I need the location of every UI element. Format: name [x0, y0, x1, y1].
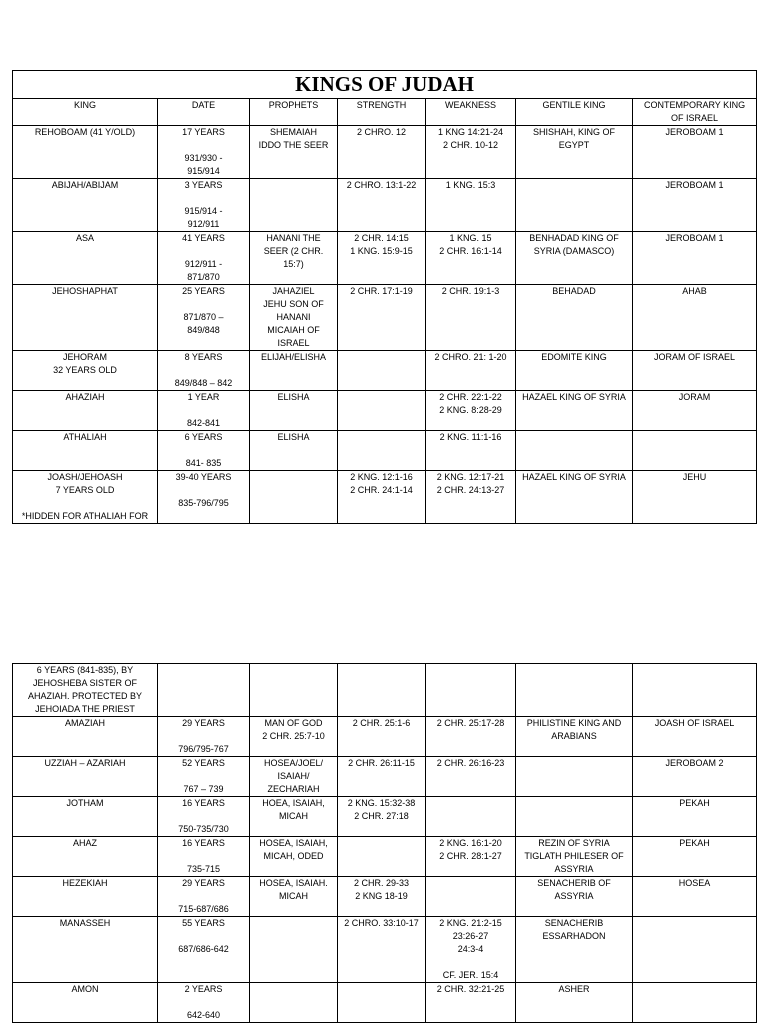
israel-king-cell: JEROBOAM 2: [633, 757, 757, 797]
table-row: [13, 285, 757, 351]
table-row: [13, 717, 757, 757]
date-cell: 52 YEARS 767 – 739: [158, 757, 250, 797]
israel-king-cell: JORAM: [633, 391, 757, 431]
prophets-cell: ELISHA: [250, 391, 338, 431]
strength-cell: [338, 837, 426, 877]
king-cell: JOASH/JEHOASH 7 YEARS OLD *HIDDEN FOR ATHALIAH FOR: [13, 471, 158, 524]
king-cell: REHOBOAM (41 Y/OLD): [13, 126, 158, 179]
weakness-cell: 1 KNG. 15:3: [426, 179, 516, 232]
header-row: [13, 99, 757, 126]
weakness-cell: 2 CHR. 32:21-25: [426, 983, 516, 1023]
prophets-cell: HOSEA/JOEL/ ISAIAH/ ZECHARIAH: [250, 757, 338, 797]
weakness-cell: 1 KNG. 15 2 CHR. 16:1-14: [426, 232, 516, 285]
israel-king-cell: JOASH OF ISRAEL: [633, 717, 757, 757]
date-cell: 29 YEARS 796/795-767: [158, 717, 250, 757]
header-gentile-king: GENTILE KING: [516, 99, 633, 126]
prophets-cell: HOSEA, ISAIAH, MICAH, ODED: [250, 837, 338, 877]
table-row: [13, 917, 757, 983]
israel-king-cell: JEROBOAM 1: [633, 232, 757, 285]
weakness-cell: 2 KNG. 12:17-21 2 CHR. 24:13-27: [426, 471, 516, 524]
strength-cell: [338, 391, 426, 431]
date-cell: 1 YEAR 842-841: [158, 391, 250, 431]
prophets-cell: [250, 471, 338, 524]
israel-king-cell: JEROBOAM 1: [633, 126, 757, 179]
table-row: [13, 391, 757, 431]
gentile-king-cell: BEHADAD: [516, 285, 633, 351]
israel-king-cell: [633, 917, 757, 983]
strength-cell: 2 CHRO. 33:10-17: [338, 917, 426, 983]
gentile-king-cell: REZIN OF SYRIA TIGLATH PHILESER OF ASSYRIA: [516, 837, 633, 877]
weakness-cell: 2 CHRO. 21: 1-20: [426, 351, 516, 391]
continuation-note: 6 YEARS (841-835), BY JEHOSHEBA SISTER OF AHAZIAH. PROTECTED BY JEHOIADA THE PRIEST: [13, 664, 158, 717]
date-cell: 55 YEARS 687/686-642: [158, 917, 250, 983]
israel-king-cell: AHAB: [633, 285, 757, 351]
strength-cell: 2 CHR. 25:1-6: [338, 717, 426, 757]
header-strength: STRENGTH: [338, 99, 426, 126]
gentile-king-cell: [516, 757, 633, 797]
weakness-cell: 2 KNG. 21:2-15 23:26-27 24:3-4 CF. JER. 15:4: [426, 917, 516, 983]
prophets-cell: JAHAZIEL JEHU SON OF HANANI MICAIAH OF ISRAEL: [250, 285, 338, 351]
israel-king-cell: HOSEA: [633, 877, 757, 917]
table-row: [13, 837, 757, 877]
strength-cell: 2 KNG. 12:1-16 2 CHR. 24:1-14: [338, 471, 426, 524]
table-row: [13, 232, 757, 285]
date-cell: 29 YEARS 715-687/686: [158, 877, 250, 917]
israel-king-cell: JEROBOAM 1: [633, 179, 757, 232]
prophets-cell: MAN OF GOD 2 CHR. 25:7-10: [250, 717, 338, 757]
king-cell: JOTHAM: [13, 797, 158, 837]
weakness-cell: 1 KNG 14:21-24 2 CHR. 10-12: [426, 126, 516, 179]
gentile-king-cell: SENACHERIB ESSARHADON: [516, 917, 633, 983]
date-cell: 41 YEARS 912/911 - 871/870: [158, 232, 250, 285]
strength-cell: [338, 351, 426, 391]
date-cell: 2 YEARS 642-640: [158, 983, 250, 1023]
israel-king-cell: PEKAH: [633, 797, 757, 837]
weakness-cell: 2 KNG. 11:1-16: [426, 431, 516, 471]
strength-cell: 2 CHRO. 13:1-22: [338, 179, 426, 232]
weakness-cell: 2 KNG. 16:1-20 2 CHR. 28:1-27: [426, 837, 516, 877]
weakness-cell: [426, 877, 516, 917]
prophets-cell: [250, 983, 338, 1023]
page-title: KINGS OF JUDAH: [13, 71, 757, 99]
table-row: [13, 126, 757, 179]
date-cell: 3 YEARS 915/914 - 912/911: [158, 179, 250, 232]
king-cell: AMON: [13, 983, 158, 1023]
date-cell: 17 YEARS 931/930 - 915/914: [158, 126, 250, 179]
header-weakness: WEAKNESS: [426, 99, 516, 126]
israel-king-cell: JORAM OF ISRAEL: [633, 351, 757, 391]
king-cell: MANASSEH: [13, 917, 158, 983]
strength-cell: 2 CHR. 14:15 1 KNG. 15:9-15: [338, 232, 426, 285]
weakness-cell: 2 CHR. 25:17-28: [426, 717, 516, 757]
strength-cell: [338, 431, 426, 471]
prophets-cell: HOEA, ISAIAH, MICAH: [250, 797, 338, 837]
israel-king-cell: [633, 431, 757, 471]
israel-king-cell: JEHU: [633, 471, 757, 524]
king-cell: JEHORAM 32 YEARS OLD: [13, 351, 158, 391]
gentile-king-cell: [516, 797, 633, 837]
king-cell: JEHOSHAPHAT: [13, 285, 158, 351]
header-prophets: PROPHETS: [250, 99, 338, 126]
strength-cell: [338, 983, 426, 1023]
header-king: KING: [13, 99, 158, 126]
king-cell: ABIJAH/ABIJAM: [13, 179, 158, 232]
weakness-cell: 2 CHR. 26:16-23: [426, 757, 516, 797]
date-cell: 39-40 YEARS 835-796/795: [158, 471, 250, 524]
israel-king-cell: PEKAH: [633, 837, 757, 877]
gentile-king-cell: SHISHAH, KING OF EGYPT: [516, 126, 633, 179]
strength-cell: 2 CHR. 17:1-19: [338, 285, 426, 351]
table-row: [13, 351, 757, 391]
date-cell: 6 YEARS 841- 835: [158, 431, 250, 471]
gentile-king-cell: SENACHERIB OF ASSYRIA: [516, 877, 633, 917]
gentile-king-cell: ASHER: [516, 983, 633, 1023]
weakness-cell: 2 CHR. 22:1-22 2 KNG. 8:28-29: [426, 391, 516, 431]
gentile-king-cell: BENHADAD KING OF SYRIA (DAMASCO): [516, 232, 633, 285]
prophets-cell: ELISHA: [250, 431, 338, 471]
king-cell: AHAZ: [13, 837, 158, 877]
kings-table-part2: [12, 663, 757, 1023]
weakness-cell: 2 CHR. 19:1-3: [426, 285, 516, 351]
kings-table-part1: [12, 70, 757, 524]
date-cell: 25 YEARS 871/870 – 849/848: [158, 285, 250, 351]
gentile-king-cell: PHILISTINE KING AND ARABIANS: [516, 717, 633, 757]
table-row: [13, 757, 757, 797]
gentile-king-cell: [516, 431, 633, 471]
table-row: [13, 179, 757, 232]
israel-king-cell: [633, 983, 757, 1023]
king-cell: ASA: [13, 232, 158, 285]
gentile-king-cell: HAZAEL KING OF SYRIA: [516, 391, 633, 431]
prophets-cell: [250, 179, 338, 232]
date-cell: 16 YEARS 750-735/730: [158, 797, 250, 837]
prophets-cell: HANANI THE SEER (2 CHR. 15:7): [250, 232, 338, 285]
table-row: [13, 877, 757, 917]
gentile-king-cell: [516, 179, 633, 232]
strength-cell: 2 CHR. 26:11-15: [338, 757, 426, 797]
date-cell: 8 YEARS 849/848 – 842: [158, 351, 250, 391]
strength-cell: 2 CHRO. 12: [338, 126, 426, 179]
table-row: [13, 983, 757, 1023]
header-contemporary-king: CONTEMPORARY KING OF ISRAEL: [633, 99, 757, 126]
gentile-king-cell: HAZAEL KING OF SYRIA: [516, 471, 633, 524]
strength-cell: 2 CHR. 29-33 2 KNG 18-19: [338, 877, 426, 917]
prophets-cell: SHEMAIAH IDDO THE SEER: [250, 126, 338, 179]
table-row: [13, 471, 757, 524]
table-row: [13, 797, 757, 837]
prophets-cell: HOSEA, ISAIAH. MICAH: [250, 877, 338, 917]
strength-cell: 2 KNG. 15:32-38 2 CHR. 27:18: [338, 797, 426, 837]
king-cell: AHAZIAH: [13, 391, 158, 431]
gentile-king-cell: EDOMITE KING: [516, 351, 633, 391]
prophets-cell: [250, 917, 338, 983]
date-cell: 16 YEARS 735-715: [158, 837, 250, 877]
continuation-row: [13, 664, 757, 717]
weakness-cell: [426, 797, 516, 837]
king-cell: ATHALIAH: [13, 431, 158, 471]
header-date: DATE: [158, 99, 250, 126]
king-cell: HEZEKIAH: [13, 877, 158, 917]
prophets-cell: ELIJAH/ELISHA: [250, 351, 338, 391]
table-row: [13, 431, 757, 471]
king-cell: UZZIAH – AZARIAH: [13, 757, 158, 797]
king-cell: AMAZIAH: [13, 717, 158, 757]
